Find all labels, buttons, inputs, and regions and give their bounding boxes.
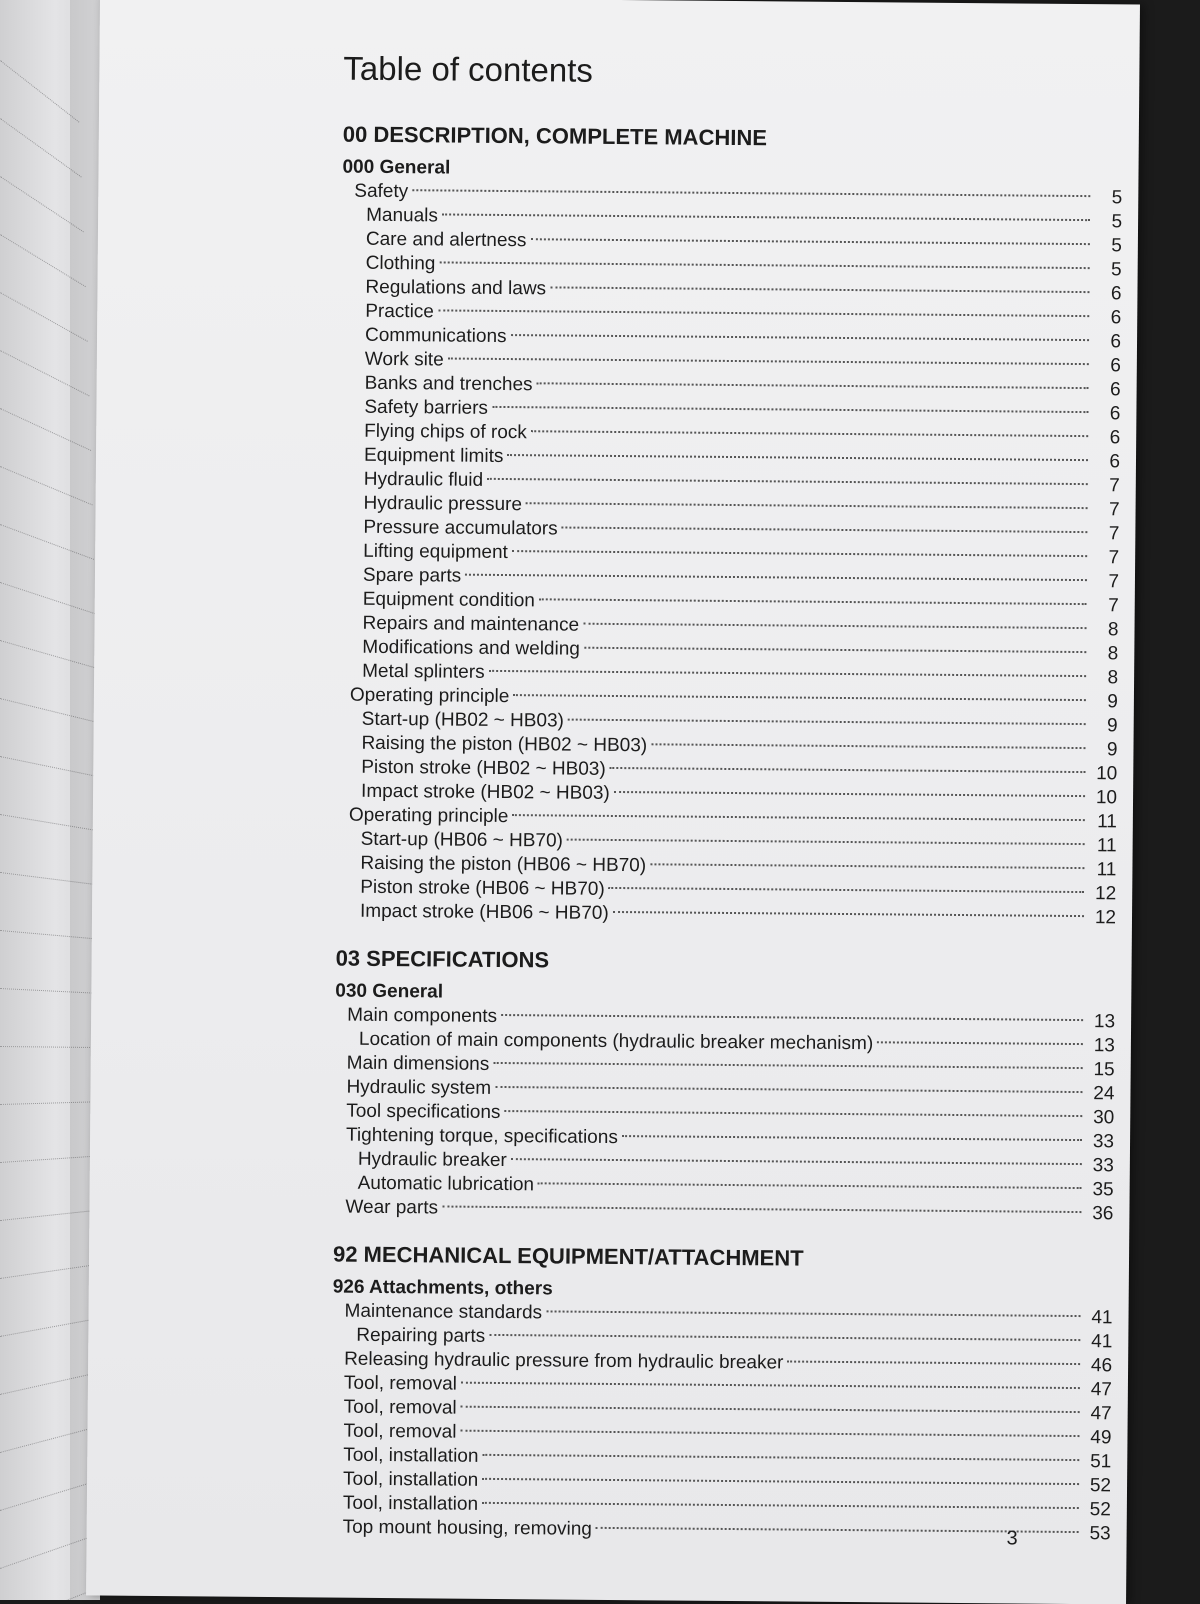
dot-leader: [495, 1086, 1082, 1093]
entry-page-number: 5: [1111, 187, 1123, 209]
dot-leader: [465, 574, 1087, 581]
entry-page-number: 6: [1109, 427, 1121, 449]
dot-leader: [568, 719, 1086, 726]
entry-title: Main components: [347, 1004, 498, 1027]
subsection-heading: 000 General: [342, 156, 451, 179]
entry-title: Main dimensions: [346, 1052, 490, 1075]
entry-page-number: 9: [1107, 691, 1118, 713]
entry-page-number: 13: [1093, 1035, 1115, 1057]
dot-leader: [539, 598, 1087, 605]
dot-leader: [550, 286, 1089, 293]
entry-page-number: 8: [1107, 643, 1119, 665]
dot-leader: [530, 238, 1089, 245]
entry-title: Equipment limits: [363, 444, 504, 467]
dot-leader: [489, 1334, 1080, 1341]
dot-leader: [622, 1135, 1082, 1141]
subsection-heading: 926 Attachments, others: [332, 1276, 553, 1300]
entry-page-number: 6: [1110, 331, 1122, 353]
entry-title: Repairing parts: [356, 1324, 486, 1347]
toc-page: [86, 0, 1140, 1604]
dot-leader: [507, 454, 1088, 461]
dot-leader: [489, 670, 1086, 677]
page-title: Table of contents: [343, 49, 594, 89]
entry-title: Hydraulic breaker: [357, 1148, 507, 1172]
entry-page-number: 5: [1111, 235, 1122, 257]
entry-title: Modifications and welding: [362, 636, 581, 660]
entry-page-number: 11: [1096, 859, 1117, 881]
entry-page-number: 11: [1096, 835, 1117, 857]
dot-leader: [609, 887, 1085, 893]
entry-title: Tool, installation: [342, 1492, 479, 1515]
entry-title: Operating principle: [348, 804, 509, 828]
entry-title: Safety barriers: [364, 396, 489, 419]
entry-page-number: 8: [1107, 667, 1119, 689]
entry-title: Pressure accumulators: [363, 516, 558, 540]
entry-title: Start-up (HB02 ~ HB03): [361, 708, 565, 732]
entry-title: Care and alertness: [365, 228, 527, 252]
toc-list: [336, 180, 1122, 931]
entry-page-number: 30: [1093, 1107, 1115, 1129]
page-number: 3: [1006, 1527, 1018, 1550]
entry-title: Piston stroke (HB02 ~ HB03): [361, 756, 606, 780]
entry-page-number: 10: [1095, 787, 1118, 809]
dot-leader: [448, 358, 1089, 366]
entry-page-number: 36: [1092, 1203, 1114, 1225]
section-heading: 92 MECHANICAL EQUIPMENT/ATTACHMENT: [332, 1241, 804, 1271]
dot-leader: [526, 502, 1088, 509]
subsection-heading: 030 General: [335, 980, 444, 1003]
dot-leader: [614, 791, 1085, 797]
dot-leader: [492, 406, 1088, 413]
dot-leader: [787, 1361, 1080, 1366]
toc-list: [333, 1004, 1115, 1227]
entry-page-number: 41: [1091, 1307, 1113, 1329]
entry-page-number: 9: [1107, 715, 1118, 737]
entry-title: Equipment condition: [362, 588, 536, 612]
entry-title: Hydraulic fluid: [363, 468, 484, 491]
dot-leader: [546, 1310, 1080, 1317]
dot-leader: [504, 1110, 1082, 1117]
entry-title: Top mount housing, removing: [342, 1516, 593, 1540]
entry-title: Raising the piston (HB06 ~ HB70): [360, 852, 647, 877]
entry-page-number: 46: [1090, 1355, 1113, 1377]
entry-page-number: 35: [1092, 1179, 1114, 1201]
entry-title: Tool, removal: [343, 1420, 457, 1443]
dot-leader: [512, 550, 1087, 557]
entry-page-number: 8: [1107, 619, 1119, 641]
entry-page-number: 7: [1108, 595, 1119, 617]
dot-leader: [613, 911, 1084, 917]
dot-leader: [493, 1062, 1082, 1069]
entry-title: Clothing: [365, 252, 436, 275]
entry-page-number: 7: [1108, 547, 1120, 569]
dot-leader: [650, 863, 1084, 869]
section-heading: 03 SPECIFICATIONS: [335, 945, 550, 973]
dot-leader: [513, 694, 1086, 701]
entry-title: Releasing hydraulic pressure from hydraulic breaker: [344, 1348, 784, 1374]
dot-leader: [511, 1158, 1082, 1165]
entry-title: Maintenance standards: [344, 1300, 543, 1324]
entry-page-number: 6: [1109, 379, 1121, 401]
dot-leader: [501, 1014, 1083, 1021]
entry-page-number: 7: [1109, 475, 1120, 497]
entry-page-number: 6: [1109, 403, 1121, 425]
entry-title: Tool, removal: [343, 1372, 458, 1395]
entry-page-number: 49: [1090, 1427, 1112, 1449]
toc-list: [331, 1300, 1113, 1547]
entry-title: Communications: [364, 324, 507, 348]
entry-title: Banks and trenches: [364, 372, 533, 396]
entry-page-number: 6: [1110, 283, 1122, 305]
dot-leader: [461, 1382, 1080, 1389]
entry-title: Tool, removal: [343, 1396, 457, 1419]
dot-leader: [537, 382, 1089, 389]
dot-leader: [442, 1205, 1081, 1213]
dot-leader: [512, 814, 1085, 821]
entry-title: Impact stroke (HB02 ~ HB03): [360, 780, 610, 804]
dot-leader: [610, 767, 1086, 773]
entry-title: Location of main components (hydraulic breaker mechanism): [358, 1028, 874, 1055]
entry-title: Work site: [364, 348, 444, 371]
dot-leader: [538, 1182, 1082, 1189]
entry-title: Spare parts: [362, 564, 462, 587]
entry-page-number: 47: [1090, 1403, 1112, 1425]
section-heading: 00 DESCRIPTION, COMPLETE MACHINE: [342, 121, 768, 151]
dot-leader: [567, 839, 1085, 846]
entry-page-number: 7: [1108, 523, 1120, 545]
dot-leader: [584, 647, 1086, 653]
dot-leader: [651, 743, 1085, 749]
dot-leader: [439, 261, 1089, 269]
entry-title: Regulations and laws: [365, 276, 547, 300]
entry-page-number: 47: [1090, 1379, 1112, 1401]
entry-title: Start-up (HB06 ~ HB70): [360, 828, 563, 852]
entry-title: Wear parts: [345, 1196, 439, 1219]
dot-leader: [583, 623, 1086, 629]
entry-page-number: 7: [1108, 571, 1120, 593]
toc-section: [333, 946, 1115, 1227]
entry-title: Hydraulic pressure: [363, 492, 523, 516]
toc-content: [330, 50, 1123, 1569]
entry-page-number: 11: [1097, 811, 1117, 833]
dot-leader: [438, 309, 1089, 317]
entry-page-number: 9: [1106, 739, 1118, 761]
entry-title: Hydraulic system: [346, 1076, 492, 1099]
entry-page-number: 10: [1096, 763, 1118, 785]
dot-leader: [412, 189, 1090, 197]
entry-page-number: 5: [1110, 259, 1122, 281]
toc-section: [336, 122, 1123, 931]
dot-leader: [482, 1454, 1079, 1461]
dot-leader: [461, 1430, 1080, 1437]
entry-title: Tightening torque, specifications: [345, 1124, 618, 1149]
entry-page-number: 53: [1089, 1523, 1111, 1545]
entry-title: Tool, installation: [342, 1468, 479, 1491]
entry-title: Repairs and maintenance: [362, 612, 580, 636]
entry-title: Piston stroke (HB06 ~ HB70): [360, 876, 605, 900]
dot-leader: [482, 1502, 1079, 1509]
entry-page-number: 24: [1093, 1083, 1115, 1105]
entry-title: Flying chips of rock: [364, 420, 527, 444]
dot-leader: [482, 1478, 1079, 1485]
entry-title: Lifting equipment: [363, 540, 508, 564]
entry-title: Safety: [354, 180, 409, 203]
dot-leader: [442, 213, 1090, 221]
dot-leader: [511, 334, 1089, 341]
entry-title: Metal splinters: [362, 660, 485, 683]
entry-page-number: 33: [1092, 1131, 1115, 1153]
entry-page-number: 33: [1092, 1155, 1114, 1177]
entry-page-number: 6: [1110, 355, 1121, 377]
dot-leader: [487, 478, 1088, 485]
entry-title: Practice: [365, 300, 435, 323]
entry-page-number: 52: [1089, 1499, 1111, 1521]
dot-leader: [531, 430, 1088, 437]
entry-title: Tool specifications: [346, 1100, 501, 1123]
entry-page-number: 12: [1094, 883, 1117, 905]
entry-page-number: 13: [1093, 1011, 1116, 1033]
entry-page-number: 7: [1108, 499, 1120, 521]
dot-leader: [877, 1041, 1083, 1045]
dot-leader: [461, 1406, 1080, 1413]
toc-section: [331, 1242, 1114, 1547]
entry-page-number: 6: [1109, 451, 1121, 473]
entry-page-number: 12: [1094, 907, 1117, 929]
entry-page-number: 15: [1093, 1059, 1115, 1081]
entry-page-number: 5: [1111, 211, 1123, 233]
entry-title: Automatic lubrication: [357, 1172, 535, 1196]
entry-title: Raising the piston (HB02 ~ HB03): [361, 732, 648, 757]
toc-sections: [331, 122, 1123, 1547]
entry-page-number: 6: [1110, 307, 1122, 329]
entry-title: Tool, installation: [343, 1444, 479, 1467]
entry-title: Impact stroke (HB06 ~ HB70): [359, 900, 609, 924]
dot-leader: [562, 527, 1088, 534]
page-edge-line: [0, 60, 79, 123]
entry-page-number: 52: [1089, 1475, 1112, 1497]
entry-title: Operating principle: [349, 684, 510, 708]
entry-page-number: 41: [1091, 1331, 1113, 1353]
entry-title: Manuals: [366, 204, 439, 227]
entry-page-number: 51: [1090, 1451, 1112, 1473]
